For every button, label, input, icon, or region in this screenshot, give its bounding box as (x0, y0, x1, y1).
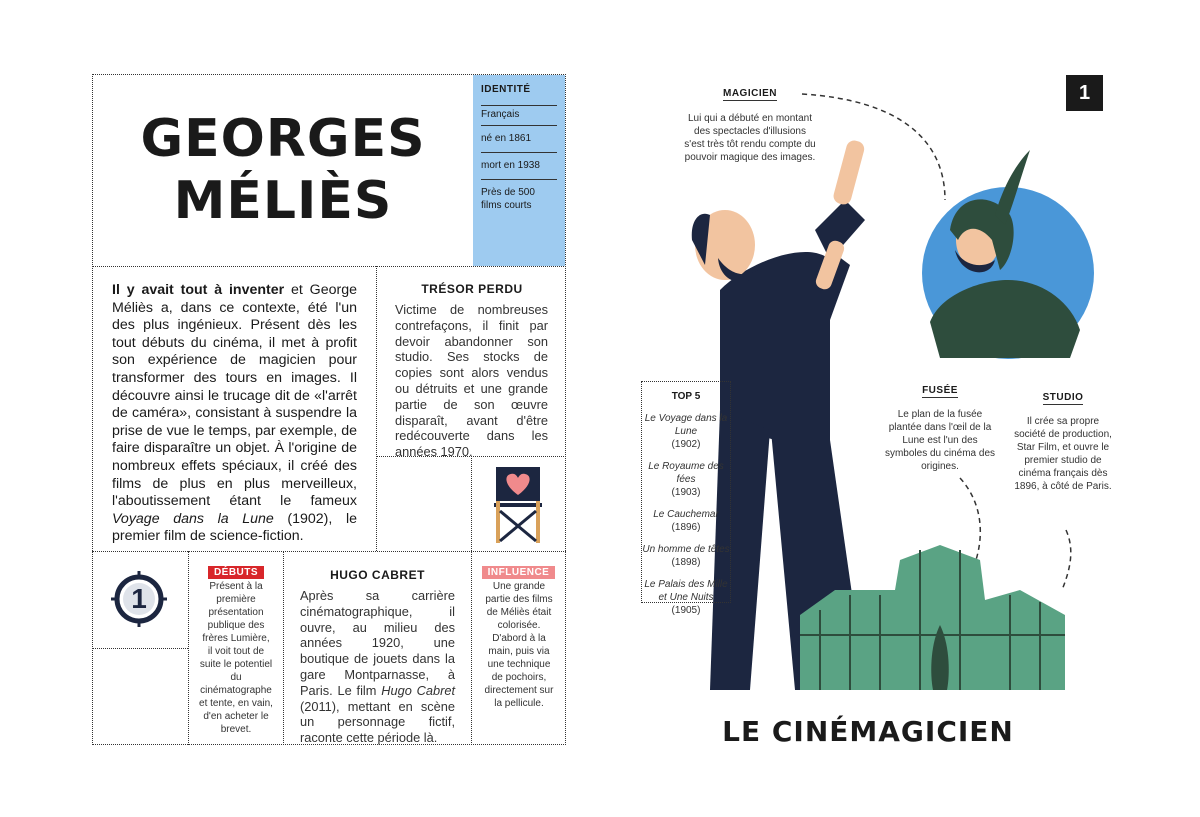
man-hand-raised (832, 139, 866, 206)
top5-film-title: Le Royaume des fées (648, 461, 724, 485)
hugo-text-end: (2011), mettant en scène un personnage fictif, raconte cette période là. (300, 698, 455, 746)
intro-paragraph (112, 282, 357, 546)
top5-item (641, 578, 731, 617)
divider-h1 (92, 266, 566, 267)
top5-label: TOP 5 (671, 391, 701, 402)
top5-item (641, 412, 731, 451)
studio-leader-line (1062, 530, 1071, 590)
divider-h2 (92, 551, 566, 552)
fusee-label (900, 385, 980, 396)
intro-lead: Il y avait tout à inventer (112, 282, 285, 298)
divider-v2 (188, 551, 189, 745)
identity-item: Près de 500 films courts (481, 179, 557, 216)
tresor-text: Victime de nombreuses contrefaçons, il finit par devoir abandonner son studio. Ses stocks de copies sont alors vendus ou détruits et une grande partie de son œuvre disparaît, avant d'être redécouverte dans les années 1970. (395, 302, 548, 460)
top5-film-title: Un homme de têtes (642, 544, 730, 555)
influence-text: Une grande partie des films de Méliès était colorisée. D'abord à la main, puis via une technique de pochoirs, directement sur la pellicule. (484, 581, 554, 709)
debuts-section (189, 562, 283, 580)
identity-item: né en 1861 (481, 125, 557, 152)
top5-film-year: (1898) (671, 557, 701, 568)
top5-film-title: Le Palais des Mille et Une Nuits (644, 579, 728, 603)
fusee-leader-line (960, 478, 980, 560)
influence-section (472, 562, 565, 580)
fusee-label-text: FUSÉE (922, 385, 958, 396)
identity-box (473, 75, 565, 266)
top5-film-year: (1905) (671, 605, 701, 616)
magicien-text: Lui qui a débuté en montant des spectacles d'illusions s'est très tôt rendu compte du pouvoir magique des images. (684, 113, 816, 163)
top5-film-year: (1903) (671, 487, 701, 498)
identity-heading: IDENTITÉ (481, 84, 531, 95)
intro-italic-title: Voyage dans la Lune (112, 510, 274, 527)
top5-item (641, 543, 731, 569)
divider-v1 (376, 266, 377, 551)
divider-v5 (471, 456, 472, 551)
top5-film-title: Le Cauchemar (653, 509, 719, 520)
debuts-text: Présent à la première présentation publique des frères Lumière, il voit tout de suite le potentiel du cinématographe et tente, en vain, d'en acheter le brevet. (199, 581, 273, 735)
intro-text: et George Méliès a, dans ce contexte, été l'un des plus ingénieux. Présent dès les tout débuts du cinéma, il met à profit son expérience de magicien pour transformer des tours en images. Il découvre ainsi le trucage dit de «l'arrêt de caméra», consistant à suspendre la prise de vue le temps, par exemple, de faire disparaître un objet. À l'origine de nombreux effets spéciaux, il créé des films de plus en plus merveilleux, l'aboutissement étant le fameux (112, 282, 357, 510)
top5-film-year: (1902) (671, 439, 701, 450)
identity-item: Français (481, 105, 557, 125)
divider-v4 (471, 551, 472, 745)
section-title: LE CINÉMAGICIEN (722, 715, 1014, 748)
top5-film-title: Le Voyage dans la Lune (644, 413, 728, 437)
countdown-number: 1 (131, 583, 147, 614)
identity-item: mort en 1938 (481, 152, 557, 179)
top5-list (641, 412, 731, 617)
director-chair-icon (490, 465, 546, 545)
hugo-italic-title: Hugo Cabret (381, 682, 456, 698)
hugo-text-start: Après sa carrière cinématographique, il ouvre, au milieu des années 1920, une boutique de jouets dans la gare Montparnasse, à Paris. Le film (300, 588, 455, 698)
page-number-badge: 1 (1066, 75, 1103, 111)
influence-tag: INFLUENCE (482, 566, 556, 579)
title-line-2: MÉLIÈS (173, 171, 393, 231)
page-title (100, 108, 466, 232)
studio-text: Il crée sa propre société de production, Star Film, et ouvre le premier studio de cinéma français dès 1896, à côté de Paris. (1014, 416, 1112, 492)
tresor-heading: TRÉSOR PERDU (421, 282, 523, 296)
studio-label-text: STUDIO (1042, 392, 1084, 403)
magicien-label (700, 88, 800, 99)
top5-item (641, 460, 731, 499)
title-line-1: GEORGES (140, 109, 426, 169)
studio-label (1023, 392, 1103, 403)
hugo-heading: HUGO CABRET (330, 568, 425, 582)
fusee-text: Le plan de la fusée plantée dans l'œil de la Lune est l'un des symboles du cinéma des origines. (884, 409, 996, 472)
magicien-label-text: MAGICIEN (723, 88, 777, 99)
magicien-leader-line (802, 94, 945, 200)
intro-text-end: (1902), le premier film de science-fiction. (112, 510, 357, 545)
divider-h4 (92, 648, 188, 649)
top5-film-year: (1896) (671, 522, 701, 533)
debuts-tag: DÉBUTS (208, 566, 264, 579)
hugo-text (300, 588, 455, 746)
top5-item (641, 508, 731, 534)
